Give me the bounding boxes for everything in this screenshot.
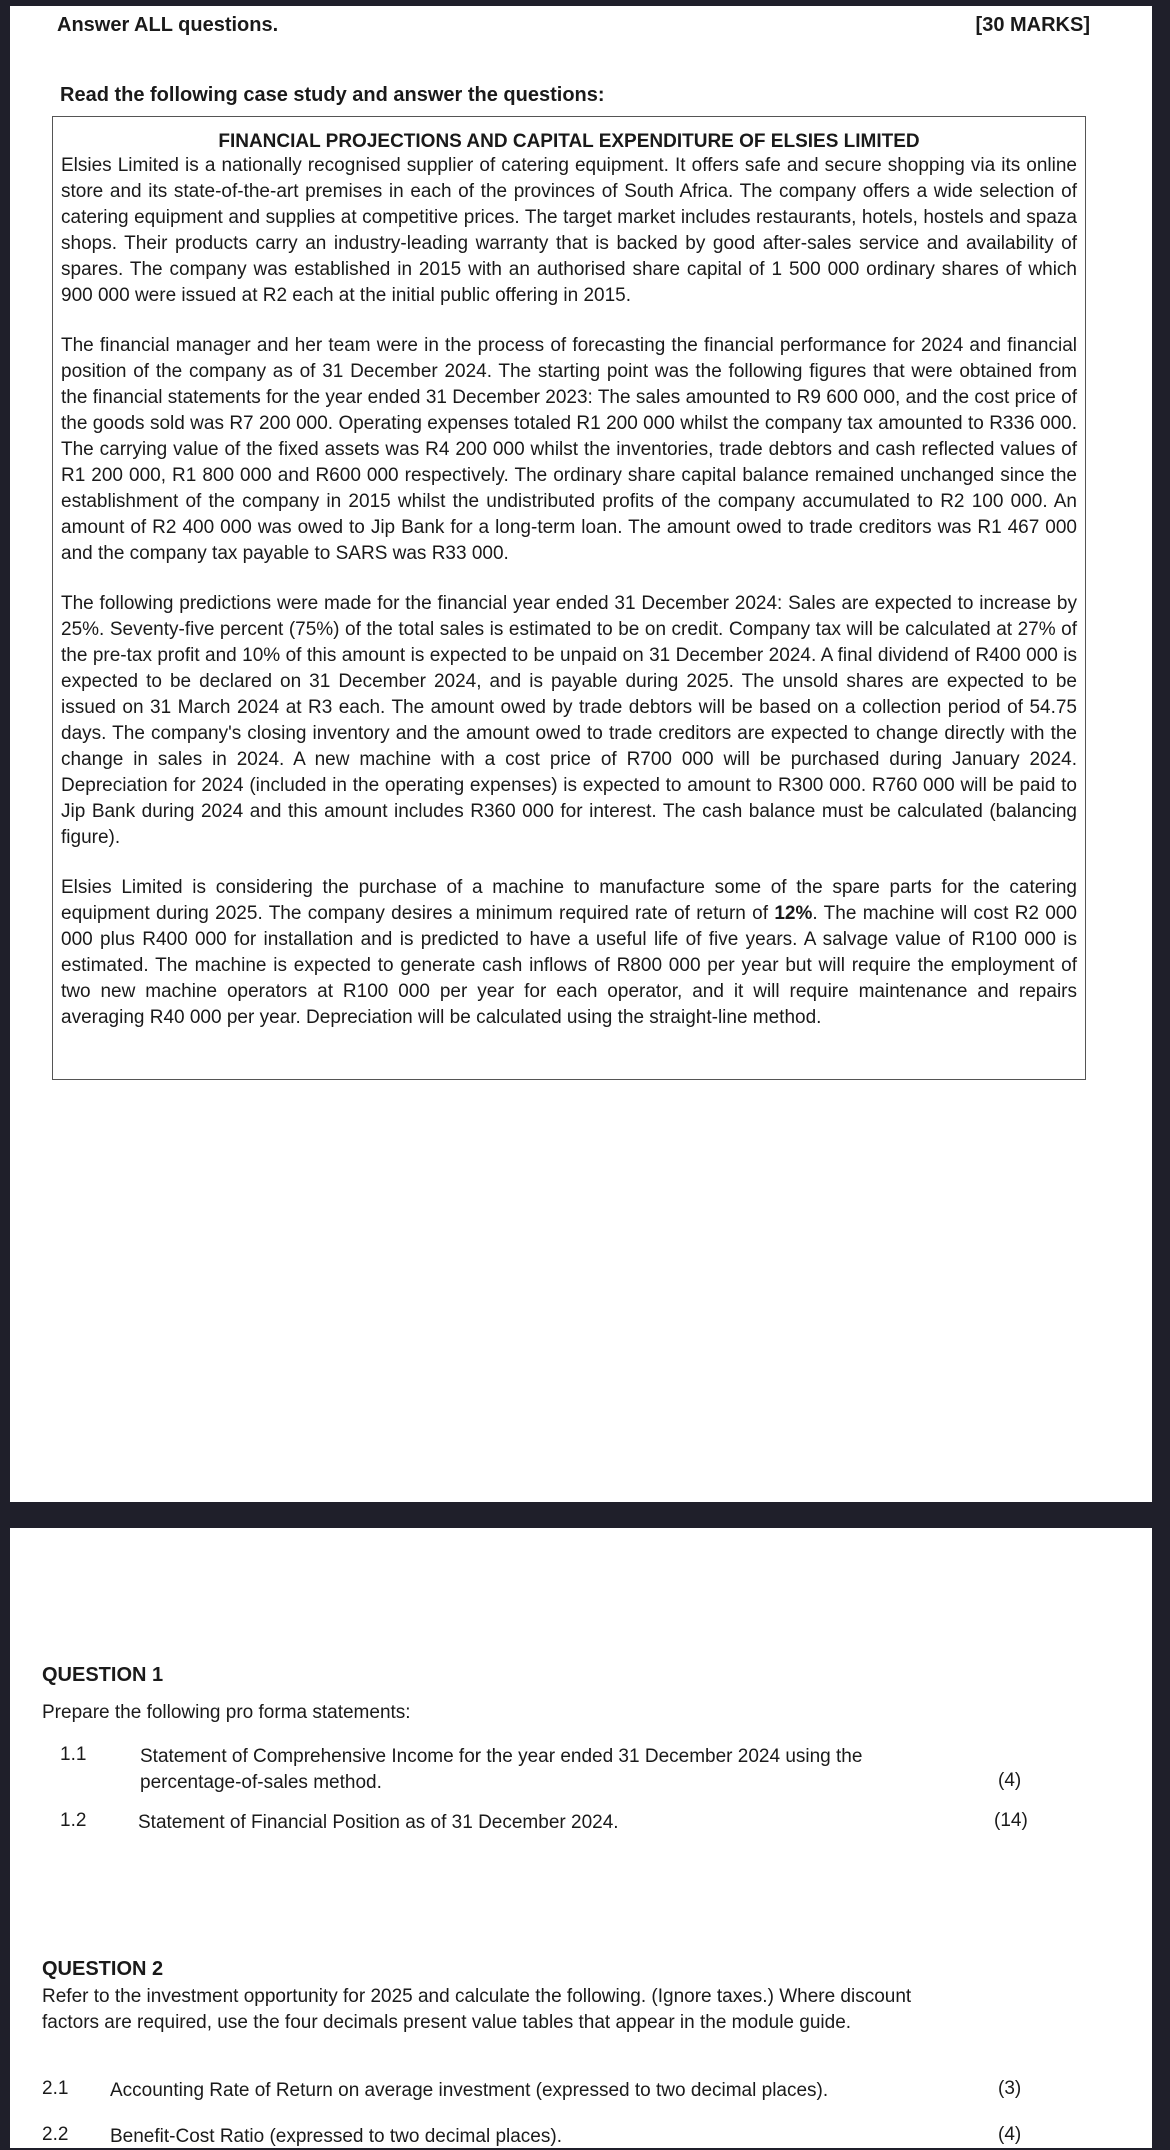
- item-1-1-line2: percentage-of-sales method.: [140, 1772, 382, 1793]
- item-2-2-marks: (4): [998, 2124, 1022, 2145]
- item-1-1-marks: (4): [998, 1770, 1022, 1791]
- case-paragraph-3: The following predictions were made for the financial year ended 31 December 2024: Sales are expected to increase by 25%. Seventy-five percent (75%) of the total sales is estimated to be on credit. Company tax will be calculated at 27% of the pre-tax profit and 10% of this amount is expected to be unpaid on 31 December 2024. A final dividend of R400 000 is expected to be declared on 31 December 2024, and is payable during 2025. The unsold shares are expected to be issued on 31 March 2024 at R3 each. The amount owed by trade debtors will be based on a collection period of 54.75 days. The company's closing inventory and the amount owed to trade creditors are expected to change directly with the change in sales in 2024. A new machine with a cost price of R700 000 will be purchased during January 2024. Depreciation for 2024 (included in the operating expenses) is expected to amount to R300 000. R760 000 will be paid to Jip Bank during 2024 and this amount includes R360 000 for interest. The cash balance must be calculated (balancing figure).: [61, 593, 1077, 848]
- case-intro: Read the following case study and answer the questions:: [60, 84, 605, 106]
- item-1-1-number: 1.1: [60, 1744, 87, 1765]
- required-rate: 12%: [774, 903, 813, 924]
- page-one: [10, 6, 1152, 1502]
- total-marks: [30 MARKS]: [975, 14, 1090, 36]
- page-two: [10, 1528, 1152, 2148]
- item-1-2-marks: (14): [994, 1810, 1028, 1831]
- question-1-title: QUESTION 1: [42, 1664, 164, 1686]
- item-1-2-text: Statement of Financial Position as of 31 December 2024.: [138, 1812, 619, 1833]
- instruction-text: Answer ALL questions.: [57, 14, 279, 36]
- item-1-2-number: 1.2: [60, 1810, 87, 1831]
- case-paragraph-4: [61, 875, 1077, 1031]
- item-2-2-number: 2.2: [42, 2124, 69, 2145]
- item-2-1-marks: (3): [998, 2078, 1022, 2099]
- case-paragraph-4-b: . The machine will cost R2 000 000 plus R400 000 for installation and is predicted to have a useful life of five years. A salvage value of R100 000 is estimated. The machine is expected to generate cash inflows of R800 000 per year but will require the employment of two new machine operators at R100 000 per year for each operator, and it will require maintenance and repairs averaging R40 000 per year. Depreciation will be calculated using the straight-line method.: [61, 903, 1078, 1028]
- item-2-2-text: Benefit-Cost Ratio (expressed to two decimal places).: [110, 2126, 562, 2147]
- item-2-1-text: Accounting Rate of Return on average investment (expressed to two decimal places).: [110, 2080, 829, 2101]
- question-2-title: QUESTION 2: [42, 1958, 164, 1980]
- case-study-box: [52, 116, 1086, 1080]
- case-paragraph-1: Elsies Limited is a nationally recognised supplier of catering equipment. It offers safe and secure shopping via its online store and its state-of-the-art premises in each of the provinces of South Africa. The company offers a wide selection of catering equipment and supplies at competitive prices. The target market includes restaurants, hotels, hostels and spaza shops. Their products carry an industry-leading warranty that is backed by good after-sales service and availability of spares. The company was established in 2015 with an authorised share capital of 1 500 000 ordinary shares of which 900 000 were issued at R2 each at the initial public offering in 2015.: [61, 155, 1077, 306]
- case-paragraph-2: The financial manager and her team were in the process of forecasting the financial performance for 2024 and financial position of the company as of 31 December 2024. The starting point was the following figures that were obtained from the financial statements for the year ended 31 December 2023: The sales amounted to R9 600 000, and the cost price of the goods sold was R7 200 000. Operating expenses totaled R1 200 000 whilst the company tax amounted to R336 000. The carrying value of the fixed assets was R4 200 000 whilst the inventories, trade debtors and cash reflected values of R1 200 000, R1 800 000 and R600 000 respectively. The ordinary share capital balance remained unchanged since the establishment of the company in 2015 whilst the undistributed profits of the company accumulated to R2 100 000. An amount of R2 400 000 was owed to Jip Bank for a long-term loan. The amount owed to trade creditors was R1 467 000 and the company tax payable to SARS was R33 000.: [61, 335, 1077, 564]
- case-paragraph-4-a: Elsies Limited is considering the purchase of a machine to manufacture some of the spare parts for the catering equipment during 2025. The company desires a minimum required rate of return of: [61, 877, 1077, 924]
- item-1-1-line1: Statement of Comprehensive Income for the year ended 31 December 2024 using the: [140, 1746, 863, 1767]
- question-1-intro: Prepare the following pro forma statements:: [42, 1702, 411, 1723]
- question-2-intro: Refer to the investment opportunity for 2025 and calculate the following. (Ignore taxes.) Where discount factors are required, use the four decimals present value tables that appear in the module guide.: [42, 1986, 912, 2033]
- item-2-1-number: 2.1: [42, 2078, 69, 2099]
- item-1-1-text: [140, 1744, 862, 1796]
- case-study-title: FINANCIAL PROJECTIONS AND CAPITAL EXPENDITURE OF ELSIES LIMITED: [218, 131, 920, 152]
